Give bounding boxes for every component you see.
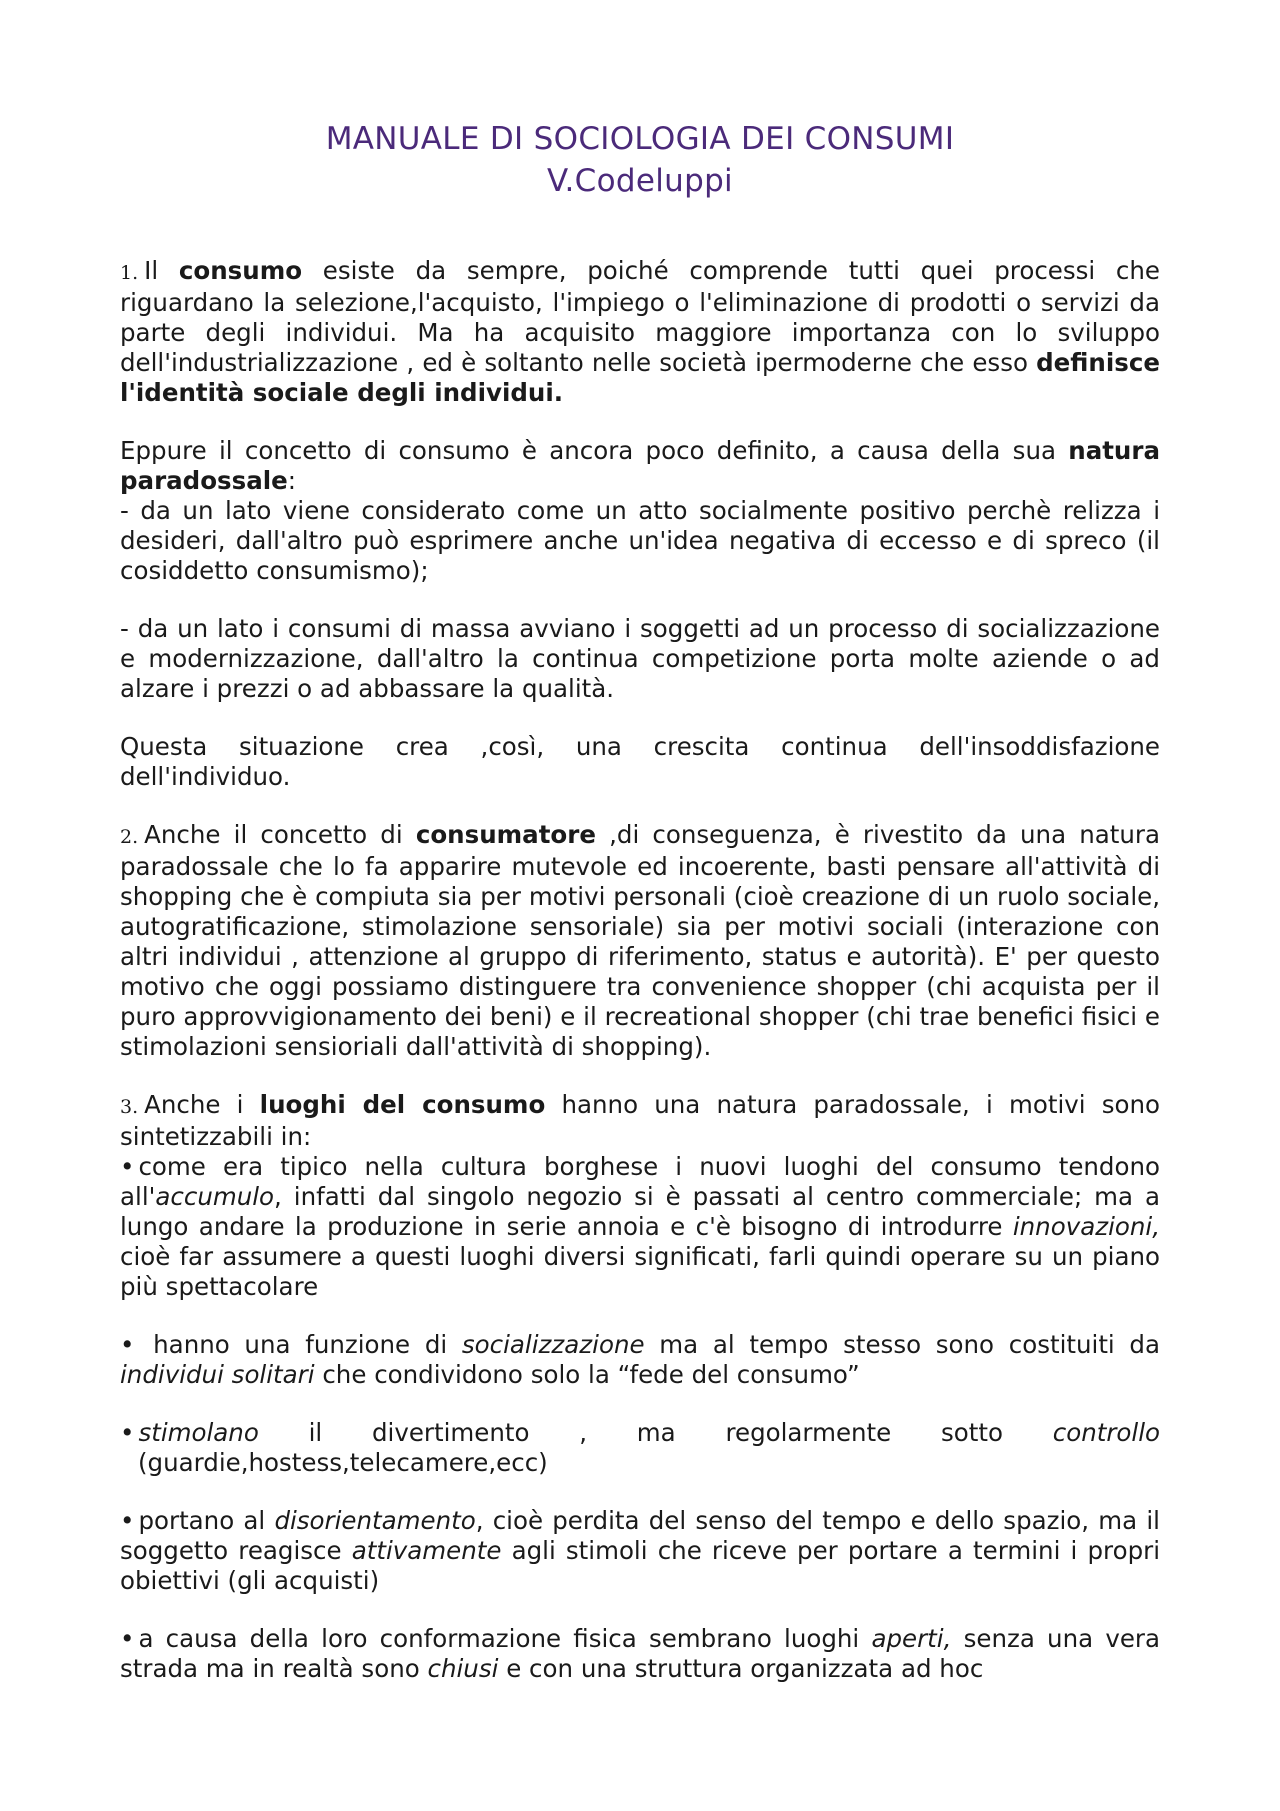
italic-text: attivamente bbox=[351, 1536, 502, 1565]
document-title bbox=[120, 118, 1160, 202]
bold-text: luoghi del consumo bbox=[259, 1090, 546, 1119]
paragraph-6 bbox=[120, 1090, 1160, 1152]
italic-text: controllo bbox=[1052, 1418, 1160, 1447]
text: , cioè perdita del senso del tempo e dello spazio, ma il soggetto reagisce bbox=[120, 1506, 1160, 1565]
text: a causa della loro conformazione fisica sembrano luoghi bbox=[138, 1624, 872, 1653]
italic-text: chiusi bbox=[427, 1654, 499, 1683]
paragraph-2 bbox=[120, 436, 1160, 496]
bullet-icon: • bbox=[120, 1152, 135, 1181]
text: Anche il concetto di bbox=[144, 820, 416, 849]
bullet-3-cont: (guardie,hostess,telecamere,ecc) bbox=[138, 1448, 548, 1477]
bullet-2 bbox=[120, 1330, 1160, 1390]
text: agli stimoli che riceve per portare a termini i propri obiettivi (gli acquisti) bbox=[120, 1536, 1160, 1595]
text: che condividono solo la “fede del consumo” bbox=[314, 1360, 860, 1389]
paragraph-3: - da un lato i consumi di massa avviano i soggetti ad un processo di socializzazione e modernizzazione, dall'altro la continua competizione porta molte aziende o ad alzare i prezzi o ad abbassare la qualità. bbox=[120, 614, 1160, 703]
paragraph-5 bbox=[120, 820, 1160, 1062]
bullet-icon: • bbox=[120, 1330, 135, 1359]
bold-text: consumo bbox=[178, 256, 303, 285]
paragraph-2-line: - da un lato viene considerato come un atto socialmente positivo perchè relizza i desideri, dall'altro può esprimere anche un'idea negativa di eccesso e di spreco (il cosiddetto consumismo); bbox=[120, 496, 1160, 585]
text: ma al tempo stesso sono costituiti da bbox=[644, 1330, 1160, 1359]
bullet-4 bbox=[120, 1506, 1160, 1596]
italic-text: stimolano bbox=[138, 1418, 259, 1447]
text: senza una vera strada ma in realtà sono bbox=[120, 1624, 1160, 1683]
text: Il bbox=[144, 256, 179, 285]
italic-text: disorientamento bbox=[274, 1506, 476, 1535]
text: ,di conseguenza, è rivestito da una natura paradossale che lo fa apparire mutevole ed incoerente, basti pensare all'attività di shopping che è compiuta sia per motivi personali (cioè creazione di un ruolo sociale, autogratificazione, stimolazione sensoriale) sia per motivi sociali (interazione con altri individui , attenzione al gruppo di riferimento, status e autorità). E' per questo motivo che oggi possiamo distinguere tra convenience shopper (chi acquista per il puro approvvigionamento dei beni) e il recreational shopper (chi trae benefici fisici e stimolazioni sensioriali dall'attività di shopping). bbox=[120, 820, 1161, 1061]
bullet-icon: • bbox=[120, 1418, 135, 1447]
text: cioè far assumere a questi luoghi diversi significati, farli quindi operare su un piano più spettacolare bbox=[120, 1242, 1160, 1301]
text: portano al bbox=[138, 1506, 275, 1535]
bullet-icon: • bbox=[120, 1624, 135, 1653]
bold-text: definisce l'identità sociale degli individui. bbox=[120, 348, 1160, 407]
bullet-icon: • bbox=[120, 1506, 135, 1535]
text: hanno una funzione di bbox=[138, 1330, 462, 1359]
page-content bbox=[120, 118, 1160, 1684]
bullet-5 bbox=[120, 1624, 1160, 1684]
text: hanno una natura paradossale, i motivi sono sintetizzabili in: bbox=[120, 1090, 1160, 1151]
text: e con una struttura organizzata ad hoc bbox=[498, 1654, 984, 1683]
text: il divertimento , ma regolarmente sotto bbox=[258, 1418, 1053, 1447]
text: Eppure il concetto di consumo è ancora poco definito, a causa della sua bbox=[120, 436, 1069, 465]
italic-text: innovazioni, bbox=[1012, 1212, 1160, 1241]
title-line-1: MANUALE DI SOCIOLOGIA DEI CONSUMI bbox=[325, 121, 955, 157]
text: , infatti dal singolo negozio si è passati al centro commerciale; ma a lungo andare la produzione in serie annoia e c'è bisogno di introdurre bbox=[120, 1182, 1160, 1241]
italic-text: socializzazione bbox=[461, 1330, 645, 1359]
bullet-3 bbox=[120, 1418, 1160, 1448]
text: Anche i bbox=[144, 1090, 260, 1119]
paragraph-1 bbox=[120, 256, 1160, 408]
bold-text: consumatore bbox=[415, 820, 596, 849]
italic-text: aperti, bbox=[871, 1624, 952, 1653]
paragraph-4: Questa situazione crea ,così, una crescita continua dell'insoddisfazione dell'individuo. bbox=[120, 732, 1160, 791]
text: come era tipico nella cultura borghese i nuovi luoghi del consumo tendono all' bbox=[120, 1152, 1160, 1211]
text: esiste da sempre, poiché comprende tutti quei processi che riguardano la selezione,l'acquisto, l'impiego o l'eliminazione di prodotti o servizi da parte degli individui. Ma ha acquisito maggiore importanza con lo sviluppo dell'industrializzazione , ed è soltanto nelle società ipermoderne che esso bbox=[120, 256, 1160, 377]
text: : bbox=[287, 466, 297, 495]
bold-text: natura paradossale bbox=[120, 436, 1160, 495]
bullet-1 bbox=[120, 1152, 1160, 1302]
list-number: 3. bbox=[120, 1096, 139, 1118]
list-number: 2. bbox=[120, 826, 139, 848]
italic-text: individui solitari bbox=[120, 1360, 315, 1389]
italic-text: accumulo bbox=[155, 1182, 275, 1211]
list-number: 1. bbox=[120, 262, 139, 284]
title-line-2: V.Codeluppi bbox=[547, 163, 733, 199]
